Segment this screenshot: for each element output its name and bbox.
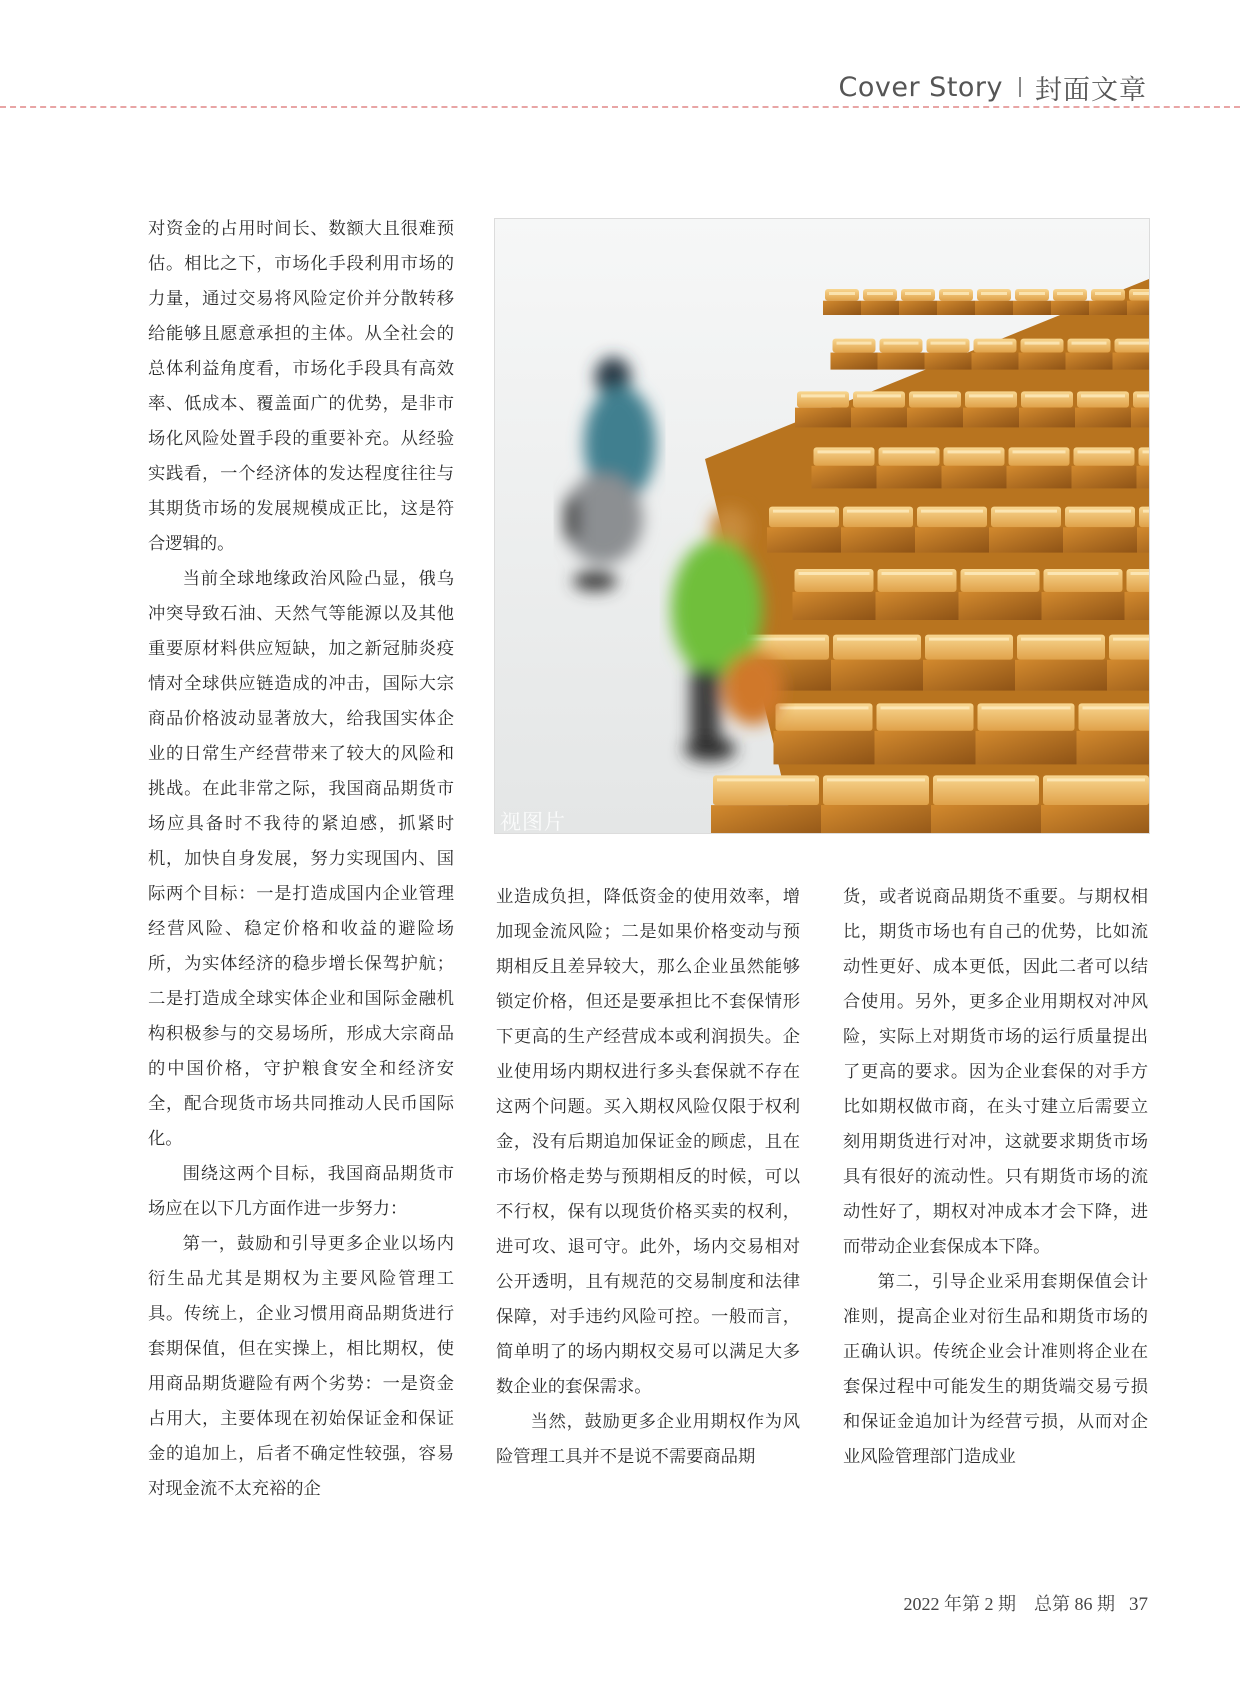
paragraph: 当前全球地缘政治风险凸显，俄乌冲突导致石油、天然气等能源以及其他重要原材料供应短缺，加之新冠肺炎疫情对全球供应链造成的冲击，国际大宗商品价格波动显著放大，给我国实体企业的日常生产经营带来了较大的风险和挑战。在此非常之际，我国商品期货市场应具备时不我待的紧迫感，抓紧时机，加快自身发展，努力实现国内、国际两个目标：一是打造成国内企业管理经营风险、稳定价格和收益的避险场所，为实体经济的稳步增长保驾护航；二是打造成全球实体企业和国际金融机构积极参与的交易场所，形成大宗商品的中国价格，守护粮食安全和经济安全，配合现货市场共同推动人民币国际化。 xyxy=(148,569,454,1149)
text-column-left xyxy=(148,212,454,1507)
cover-photo-gold-bars xyxy=(494,218,1150,834)
paragraph: 当然，鼓励更多企业用期权作为风险管理工具并不是说不需要商品期 xyxy=(496,1412,800,1467)
paragraph: 货，或者说商品期货不重要。与期权相比，期货市场也有自己的优势，比如流动性更好、成本更低，因此二者可以结合使用。另外，更多企业用期权对冲风险，实际上对期货市场的运行质量提出了更高的要求。因为企业套保的对手方比如期权做市商，在头寸建立后需要立刻用期货进行对冲，这就要求期货市场具有很好的流动性。只有期货市场的流动性好了，期权对冲成本才会下降，进而带动企业套保成本下降。 xyxy=(843,887,1148,1257)
section-title-english: Cover Story xyxy=(838,71,1003,103)
text-column-middle xyxy=(496,880,800,1475)
section-title-chinese: 封面文章 xyxy=(1035,74,1147,106)
issue-info: 2022 年第 2 期 总第 86 期 xyxy=(903,1594,1115,1614)
page-footer xyxy=(904,1590,1149,1616)
gold-bars-illustration xyxy=(495,219,1149,833)
paragraph: 第一，鼓励和引导更多企业以场内衍生品尤其是期权为主要风险管理工具。传统上，企业习惯用商品期货进行套期保值，但在实操上，相比期权，使用商品期货避险有两个劣势：一是资金占用大，主要体现在初始保证金和保证金的追加上，后者不确定性较强，容易对现金流不太充裕的企 xyxy=(148,1234,454,1499)
paragraph: 围绕这两个目标，我国商品期货市场应在以下几方面作进一步努力： xyxy=(148,1164,454,1219)
page-number: 37 xyxy=(1129,1594,1148,1615)
page-header xyxy=(0,0,1240,110)
paragraph: 业造成负担，降低资金的使用效率，增加现金流风险；二是如果价格变动与预期相反且差异较大，那么企业虽然能够锁定价格，但还是要承担比不套保情形下更高的生产经营成本或利润损失。企业使用场内期权进行多头套保就不存在这两个问题。买入期权风险仅限于权利金，没有后期追加保证金的顾虑，且在市场价格走势与预期相反的时候，可以不行权，保有以现货价格买卖的权利，进可攻、退可守。此外，场内交易相对公开透明，且有规范的交易制度和法律保障，对手违约风险可控。一般而言，简单明了的场内期权交易可以满足大多数企业的套保需求。 xyxy=(496,887,800,1397)
paragraph: 对资金的占用时间长、数额大且很难预估。相比之下，市场化手段利用市场的力量，通过交易将风险定价并分散转移给能够且愿意承担的主体。从全社会的总体利益角度看，市场化手段具有高效率、低成本、覆盖面广的优势，是非市场化风险处置手段的重要补充。从经验实践看，一个经济体的发达程度往往与其期货市场的发展规模成正比，这是符合逻辑的。 xyxy=(148,219,454,554)
title-separator xyxy=(1019,77,1021,97)
header-dashed-rule xyxy=(0,106,1240,108)
paragraph: 第二，引导企业采用套期保值会计准则，提高企业对衍生品和期货市场的正确认识。传统企业会计准则将企业在套保过程中可能发生的期货端交易亏损和保证金追加计为经营亏损，从而对企业风险管理部门造成业 xyxy=(843,1272,1148,1467)
section-title xyxy=(839,66,1147,108)
photo-watermark: 视图片 xyxy=(500,810,566,834)
text-column-right xyxy=(843,880,1148,1475)
